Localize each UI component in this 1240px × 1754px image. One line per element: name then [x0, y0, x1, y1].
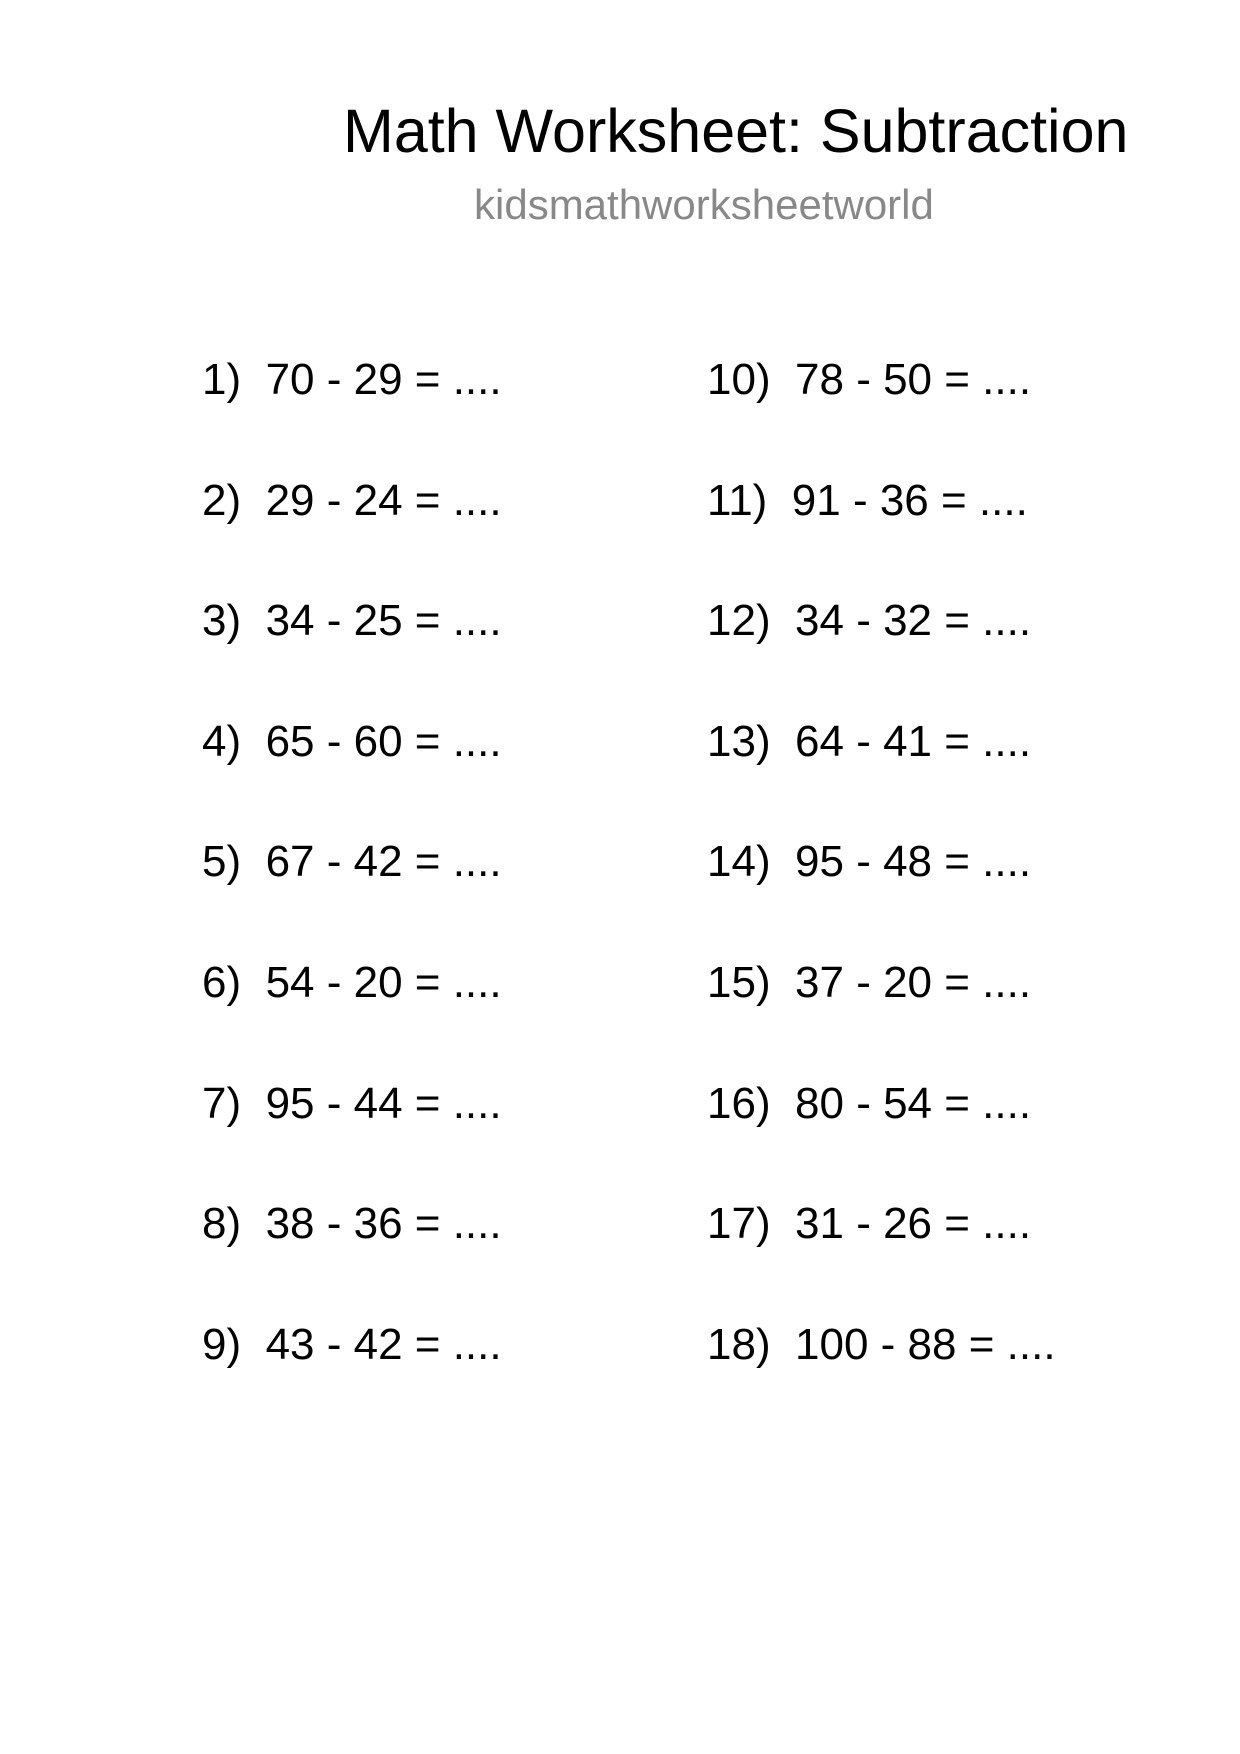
problem-number: 12) [707, 596, 771, 646]
problem-item [707, 473, 1056, 594]
problem-number: 2) [202, 475, 242, 525]
problem-number: 4) [202, 716, 242, 766]
problem-expression: 64 - 41 = .... [795, 716, 1032, 766]
problem-item [202, 593, 502, 714]
problem-expression: 31 - 26 = .... [795, 1199, 1032, 1249]
problem-number: 3) [202, 596, 242, 646]
problem-item [707, 1196, 1056, 1317]
problem-number: 8) [202, 1199, 242, 1249]
problem-expression: 70 - 29 = .... [265, 355, 502, 404]
problem-item [707, 714, 1056, 835]
problem-expression: 54 - 20 = .... [265, 957, 502, 1007]
problem-number: 13) [707, 716, 771, 766]
problem-expression: 80 - 54 = .... [795, 1078, 1032, 1128]
problem-number: 5) [202, 837, 242, 887]
problem-expression: 78 - 50 = .... [795, 355, 1032, 404]
problem-number: 15) [707, 957, 771, 1007]
problem-number: 18) [707, 1319, 771, 1369]
problem-item [707, 955, 1056, 1076]
worksheet-title: Math Worksheet: Subtraction [343, 97, 1129, 165]
problem-expression: 95 - 48 = .... [795, 837, 1032, 887]
problem-item [202, 1196, 502, 1317]
problem-item [707, 352, 1056, 473]
problem-number: 14) [707, 837, 771, 887]
problem-column-right [707, 352, 1056, 1437]
problem-item [202, 714, 502, 835]
problem-item [707, 1076, 1056, 1197]
problem-number: 11) [707, 475, 768, 525]
problem-number: 9) [202, 1319, 242, 1369]
problem-item [202, 834, 502, 955]
problem-expression: 34 - 32 = .... [795, 596, 1032, 646]
problem-column-left [202, 352, 502, 1437]
problem-item [202, 352, 502, 473]
problem-number: 16) [707, 1078, 771, 1128]
problem-item [202, 473, 502, 594]
problem-item [202, 955, 502, 1076]
problem-expression: 67 - 42 = .... [265, 837, 502, 887]
problem-expression: 37 - 20 = .... [795, 957, 1032, 1007]
problem-item [202, 1076, 502, 1197]
problem-item [707, 1317, 1056, 1438]
problem-item [707, 834, 1056, 955]
problem-expression: 38 - 36 = .... [265, 1199, 502, 1249]
problem-expression: 91 - 36 = .... [791, 475, 1028, 525]
problem-number: 1) [202, 355, 242, 404]
problem-expression: 43 - 42 = .... [265, 1319, 502, 1369]
problem-number: 7) [202, 1078, 242, 1128]
problem-number: 17) [707, 1199, 771, 1249]
problem-number: 10) [707, 355, 771, 404]
problem-expression: 29 - 24 = .... [265, 475, 502, 525]
problem-item [202, 1317, 502, 1438]
problem-item [707, 593, 1056, 714]
problem-expression: 95 - 44 = .... [265, 1078, 502, 1128]
problem-number: 6) [202, 957, 242, 1007]
worksheet-subtitle: kidsmathworksheetworld [474, 181, 934, 228]
problem-expression: 100 - 88 = .... [795, 1319, 1056, 1369]
problem-expression: 65 - 60 = .... [265, 716, 502, 766]
problem-expression: 34 - 25 = .... [265, 596, 502, 646]
